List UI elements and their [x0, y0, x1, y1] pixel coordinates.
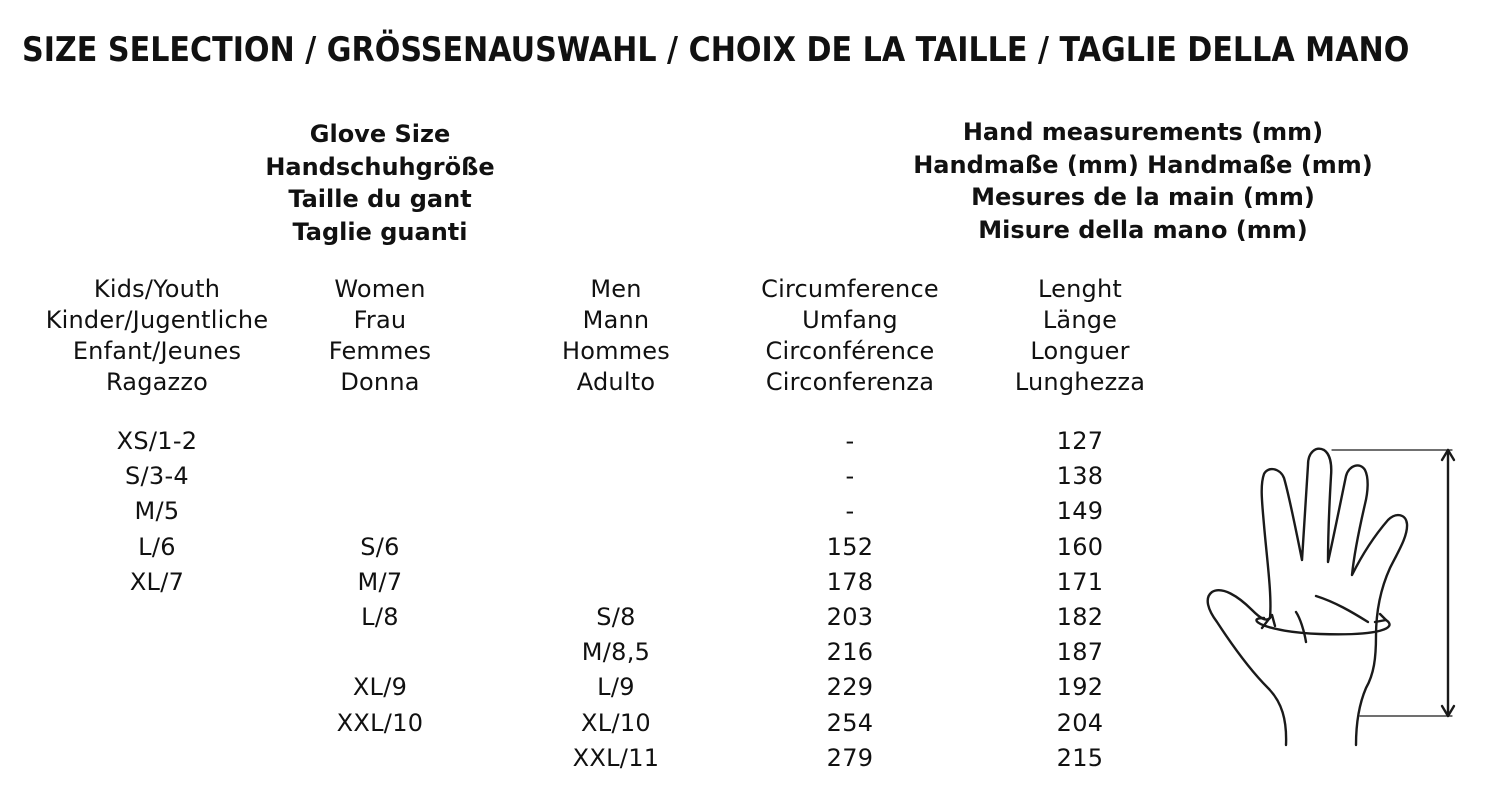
glove-size-header-line: Handschuhgröße — [265, 152, 495, 181]
column-header-line: Circonférence — [765, 337, 935, 365]
cell-length: 171 — [1056, 567, 1104, 596]
column-header-line: Circonferenza — [765, 368, 935, 396]
hand-measurements-header-line: Handmaße (mm) Handmaße (mm) — [913, 150, 1373, 179]
column-header-kids — [22, 274, 292, 398]
cell-length: 149 — [1056, 497, 1104, 526]
cell-kids: XS/1-2 — [116, 427, 198, 455]
column-header-line: Femmes — [328, 337, 432, 365]
glove-size-header-line: Taille du gant — [288, 185, 472, 213]
column-header-line: Women — [334, 275, 426, 303]
size-table — [0, 424, 1200, 776]
column-header-line: Umfang — [802, 306, 898, 334]
cell-length: 187 — [1056, 638, 1104, 667]
cell-length: 127 — [1056, 427, 1104, 455]
cell-circumference: 229 — [826, 673, 874, 702]
cell-circumference: - — [845, 462, 855, 491]
cell-circumference: 254 — [826, 708, 874, 737]
hand-measurements-header-line: Hand measurements (mm) — [962, 118, 1324, 146]
column-header-line: Kids/Youth — [93, 275, 221, 303]
hand-measurement-icon — [1190, 440, 1480, 750]
column-header-line: Circumference — [761, 275, 939, 303]
cell-circumference: 178 — [826, 567, 874, 596]
cell-circumference: 203 — [826, 602, 874, 631]
column-header-line: Kinder/Jugentliche — [45, 306, 269, 334]
column-header-line: Donna — [340, 368, 420, 396]
cell-circumference: 279 — [826, 743, 874, 772]
column-header-line: Men — [590, 275, 642, 303]
glove-size-header — [180, 118, 580, 248]
column-header-line: Mann — [582, 306, 650, 334]
column-header-line: Frau — [353, 306, 407, 334]
hand-measurements-header-line: Misure della mano (mm) — [978, 215, 1308, 244]
cell-men: M/8,5 — [581, 638, 651, 667]
cell-length: 215 — [1056, 743, 1104, 772]
column-header-men — [516, 274, 716, 398]
column-header-women — [280, 274, 480, 398]
glove-size-header-line: Taglie guanti — [292, 217, 468, 246]
cell-circumference: 152 — [826, 532, 874, 561]
table-row — [0, 424, 1200, 459]
cell-women: M/7 — [357, 567, 403, 596]
cell-women: S/6 — [360, 532, 400, 561]
table-row — [0, 741, 1200, 776]
glove-size-header-line: Glove Size — [309, 120, 451, 148]
table-row — [0, 635, 1200, 670]
column-header-line: Adulto — [576, 368, 656, 396]
cell-length: 192 — [1056, 673, 1104, 702]
column-header-length — [980, 274, 1180, 398]
cell-women: XL/9 — [352, 673, 408, 702]
cell-circumference: 216 — [826, 638, 874, 667]
cell-circumference: - — [845, 497, 855, 526]
hand-measurements-header — [843, 116, 1443, 246]
cell-kids: M/5 — [134, 497, 180, 526]
table-row — [0, 706, 1200, 741]
cell-men: XL/10 — [581, 708, 651, 737]
cell-men: XXL/11 — [572, 743, 660, 772]
cell-men: S/8 — [596, 602, 636, 631]
column-header-circumference — [730, 274, 970, 398]
table-row — [0, 530, 1200, 565]
cell-kids: XL/7 — [129, 567, 185, 596]
cell-kids: L/6 — [138, 532, 176, 561]
column-header-line: Longuer — [1030, 337, 1130, 365]
hand-measurements-header-line: Mesures de la main (mm) — [971, 183, 1315, 211]
table-row — [0, 670, 1200, 705]
column-header-line: Ragazzo — [105, 368, 209, 396]
table-row — [0, 565, 1200, 600]
page-title: SIZE SELECTION / GRÖSSENAUSWAHL / CHOIX DE LA TAILLE / TAGLIE DELLA MANO — [22, 30, 1410, 69]
cell-men: L/9 — [597, 673, 635, 702]
column-header-line: Länge — [1042, 306, 1118, 334]
column-header-line: Enfant/Jeunes — [72, 337, 242, 365]
cell-length: 160 — [1056, 532, 1104, 561]
cell-women: L/8 — [361, 602, 399, 631]
column-header-line: Lunghezza — [1014, 368, 1146, 396]
cell-length: 138 — [1056, 462, 1104, 491]
cell-circumference: - — [845, 427, 855, 455]
table-row — [0, 494, 1200, 529]
table-row — [0, 600, 1200, 635]
table-row — [0, 459, 1200, 494]
cell-length: 204 — [1056, 708, 1104, 737]
column-header-line: Hommes — [562, 337, 670, 365]
cell-kids: S/3-4 — [124, 462, 190, 491]
cell-length: 182 — [1056, 602, 1104, 631]
cell-women: XXL/10 — [336, 708, 424, 737]
column-header-line: Lenght — [1038, 275, 1122, 303]
